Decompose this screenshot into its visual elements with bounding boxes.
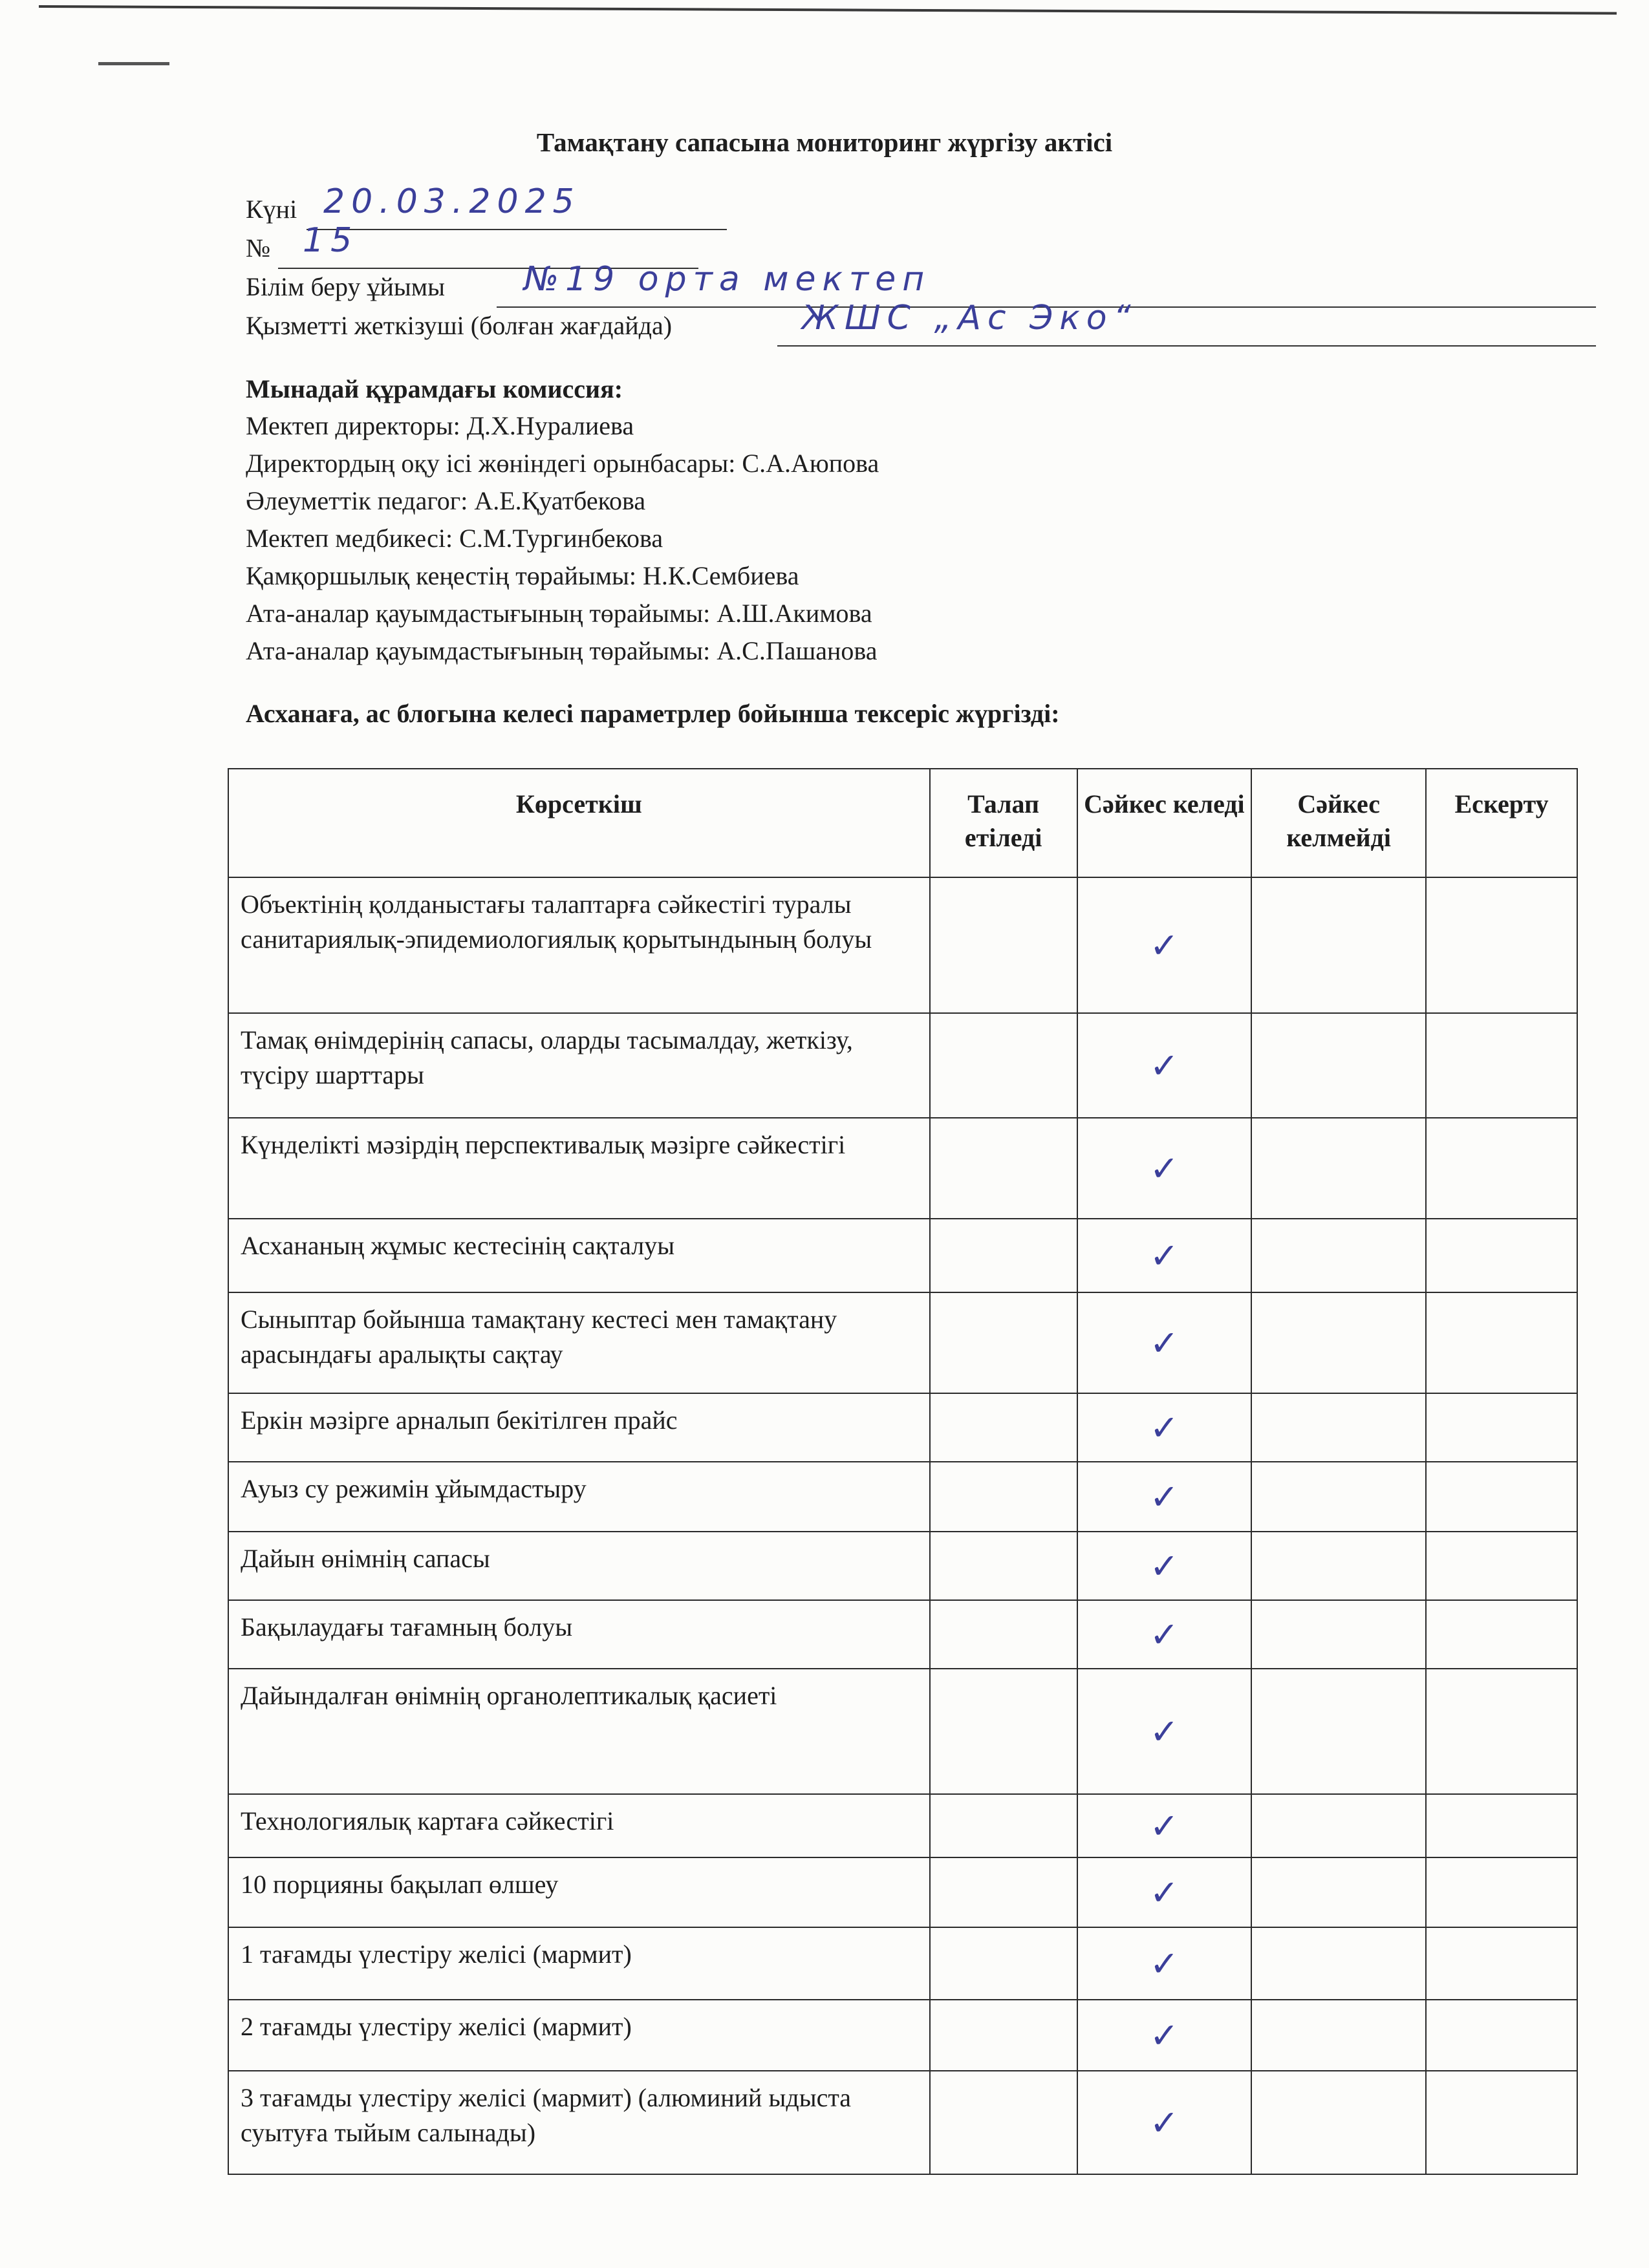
indicator-cell: Асхананың жұмыс кестесінің сақталуы (228, 1219, 930, 1292)
note-cell (1426, 1462, 1577, 1532)
table-row (228, 1462, 1577, 1532)
compliant-check-icon: ✓ (1077, 1393, 1252, 1462)
noncompliant-cell (1251, 2000, 1426, 2071)
required-cell (930, 1462, 1077, 1532)
organization-label: Білім беру ұйымы (246, 272, 445, 301)
required-cell (930, 1927, 1077, 2000)
header-indicator: Көрсеткіш (228, 769, 930, 877)
compliant-check-icon: ✓ (1077, 1013, 1252, 1118)
header-compliant: Сәйкес келеді (1077, 769, 1252, 877)
supplier-label: Қызметті жеткізуші (болған жағдайда) (246, 311, 673, 340)
indicator-cell: Тамақ өнімдерінің сапасы, оларды тасымалдау, жеткізу, түсіру шарттары (228, 1013, 930, 1118)
supplier-field (246, 299, 1137, 343)
required-cell (930, 1219, 1077, 1292)
noncompliant-cell (1251, 1462, 1426, 1532)
commission-member: Әлеуметтік педагог: А.Е.Қуатбекова (246, 486, 646, 515)
compliant-check-icon: ✓ (1077, 1927, 1252, 2000)
commission-member: Қамқоршылық кеңестің төрайымы: Н.К.Сембиева (246, 561, 799, 590)
date-field (246, 182, 581, 226)
table-row (228, 1013, 1577, 1118)
required-cell (930, 1600, 1077, 1669)
note-cell (1426, 1794, 1577, 1857)
noncompliant-cell (1251, 877, 1426, 1013)
table-row (228, 1794, 1577, 1857)
required-cell (930, 1393, 1077, 1462)
commission-member: Ата-аналар қауымдастығының төрайымы: А.Ш.Акимова (246, 599, 872, 628)
date-value: 20.03.2025 (323, 182, 581, 221)
compliant-check-icon: ✓ (1077, 1669, 1252, 1794)
compliant-check-icon: ✓ (1077, 877, 1252, 1013)
compliant-check-icon: ✓ (1077, 2071, 1252, 2174)
indicator-cell: Еркін мәзірге арналып бекітілген прайс (228, 1393, 930, 1462)
organization-value: №19 орта мектеп (524, 260, 931, 299)
table-row (228, 2000, 1577, 2071)
required-cell (930, 1669, 1077, 1794)
compliant-check-icon: ✓ (1077, 1532, 1252, 1600)
commission-member: Директордың оқу ісі жөніндегі орынбасары: С.А.Аюпова (246, 449, 879, 478)
compliant-check-icon: ✓ (1077, 1794, 1252, 1857)
commission-member: Мектеп директоры: Д.Х.Нуралиева (246, 411, 634, 440)
required-cell (930, 877, 1077, 1013)
noncompliant-cell (1251, 1292, 1426, 1393)
indicator-cell: Объектінің қолданыстағы талаптарға сәйкестігі туралы санитариялық-эпидемиологиялық қорытындының болуы (228, 877, 930, 1013)
date-label: Күні (246, 195, 297, 224)
required-cell (930, 1532, 1077, 1600)
table-row (228, 1857, 1577, 1927)
indicator-cell: Бақылаудағы тағамның болуы (228, 1600, 930, 1669)
note-cell (1426, 1927, 1577, 2000)
compliant-check-icon: ✓ (1077, 2000, 1252, 2071)
table-row (228, 1669, 1577, 1794)
noncompliant-cell (1251, 1532, 1426, 1600)
note-cell (1426, 1600, 1577, 1669)
noncompliant-cell (1251, 1927, 1426, 2000)
compliant-check-icon: ✓ (1077, 1292, 1252, 1393)
date-underline (307, 229, 727, 230)
noncompliant-cell (1251, 1669, 1426, 1794)
compliant-check-icon: ✓ (1077, 1857, 1252, 1927)
header-noncompliant: Сәйкес келмейді (1251, 769, 1426, 877)
document-title: Тамақтану сапасына мониторинг жүргізу актісі (536, 127, 1113, 157)
number-value: 15 (303, 221, 359, 260)
required-cell (930, 1857, 1077, 1927)
note-cell (1426, 1857, 1577, 1927)
required-cell (930, 1794, 1077, 1857)
noncompliant-cell (1251, 1219, 1426, 1292)
supplier-value: ЖШС „Ас Эко“ (802, 299, 1137, 337)
compliant-check-icon: ✓ (1077, 1600, 1252, 1669)
compliant-check-icon: ✓ (1077, 1219, 1252, 1292)
table-header-row (228, 769, 1577, 877)
noncompliant-cell (1251, 1857, 1426, 1927)
indicator-cell: Ауыз су режимін ұйымдастыру (228, 1462, 930, 1532)
noncompliant-cell (1251, 2071, 1426, 2174)
indicator-cell: 2 тағамды үлестіру желісі (мармит) (228, 2000, 930, 2071)
note-cell (1426, 2000, 1577, 2071)
table-row (228, 1219, 1577, 1292)
table-row (228, 1600, 1577, 1669)
table-row (228, 877, 1577, 1013)
commission-heading: Мынадай құрамдағы комиссия: (246, 374, 623, 403)
required-cell (930, 1013, 1077, 1118)
header-required: Талап етіледі (930, 769, 1077, 877)
indicator-cell: 3 тағамды үлестіру желісі (мармит) (алюминий ыдыста суытуға тыйым салынады) (228, 2071, 930, 2174)
table-row (228, 1118, 1577, 1219)
required-cell (930, 1118, 1077, 1219)
table-row (228, 1532, 1577, 1600)
table-row (228, 2071, 1577, 2174)
compliant-check-icon: ✓ (1077, 1118, 1252, 1219)
indicator-cell: 10 порцияны бақылап өлшеу (228, 1857, 930, 1927)
required-cell (930, 2071, 1077, 2174)
header-note: Ескерту (1426, 769, 1577, 877)
note-cell (1426, 1292, 1577, 1393)
note-cell (1426, 1013, 1577, 1118)
number-field (246, 221, 359, 265)
commission-member: Мектеп медбикесі: С.М.Тургинбекова (246, 524, 663, 553)
noncompliant-cell (1251, 1600, 1426, 1669)
note-cell (1426, 1532, 1577, 1600)
scan-edge-line (39, 5, 1617, 15)
table-body (228, 877, 1577, 2174)
required-cell (930, 1292, 1077, 1393)
compliant-check-icon: ✓ (1077, 1462, 1252, 1532)
organization-field (246, 260, 931, 304)
note-cell (1426, 1118, 1577, 1219)
note-cell (1426, 1393, 1577, 1462)
table-row (228, 1393, 1577, 1462)
note-cell (1426, 2071, 1577, 2174)
table-row (228, 1927, 1577, 2000)
scan-mark (98, 62, 169, 65)
indicator-cell: Дайын өнімнің сапасы (228, 1532, 930, 1600)
inspection-table (228, 768, 1578, 2175)
noncompliant-cell (1251, 1393, 1426, 1462)
note-cell (1426, 1669, 1577, 1794)
commission-member: Ата-аналар қауымдастығының төрайымы: А.С.Пашанова (246, 636, 878, 665)
note-cell (1426, 877, 1577, 1013)
noncompliant-cell (1251, 1794, 1426, 1857)
indicator-cell: Күнделікті мәзірдің перспективалық мәзірге сәйкестігі (228, 1118, 930, 1219)
note-cell (1426, 1219, 1577, 1292)
indicator-cell: 1 тағамды үлестіру желісі (мармит) (228, 1927, 930, 2000)
required-cell (930, 2000, 1077, 2071)
commission-members (246, 407, 879, 670)
indicator-cell: Дайындалған өнімнің органолептикалық қасиеті (228, 1669, 930, 1794)
noncompliant-cell (1251, 1013, 1426, 1118)
inspection-heading: Асханаға, ас блогына келесі параметрлер бойынша тексеріс жүргізді: (246, 699, 1060, 728)
indicator-cell: Сыныптар бойынша тамақтану кестесі мен тамақтану арасындағы аралықты сақтау (228, 1292, 930, 1393)
number-label: № (246, 233, 271, 262)
noncompliant-cell (1251, 1118, 1426, 1219)
table-row (228, 1292, 1577, 1393)
supplier-underline (777, 345, 1596, 347)
indicator-cell: Технологиялық картаға сәйкестігі (228, 1794, 930, 1857)
